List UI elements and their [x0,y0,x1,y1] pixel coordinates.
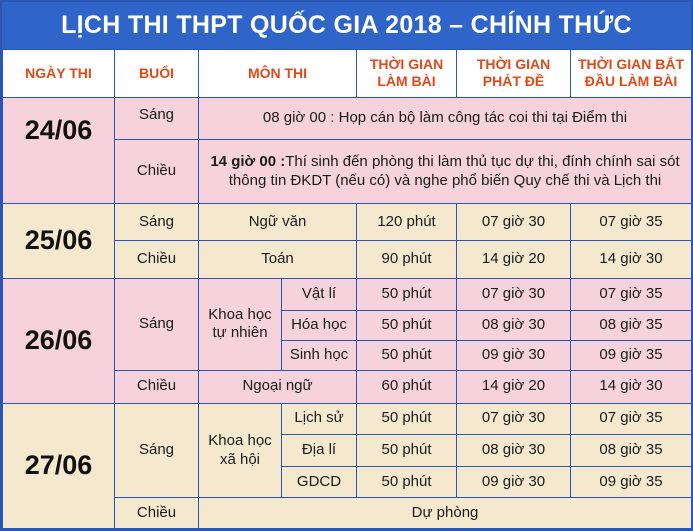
date-cell: 24/06 [3,97,115,204]
subject-cell: Lịch sử [282,404,357,434]
header-date: NGÀY THI [3,50,115,98]
subject-cell: Sinh học [282,341,357,370]
date-cell: 27/06 [3,404,115,529]
note-cell: 14 giờ 00 :Thí sinh đến phòng thi làm thủ tục dự thi, đính chính sai sót thông tin ĐKDT (nếu có) và nghe phổ biến Quy chế thi và Lịch thi [199,140,692,204]
subject-cell: Toán [199,240,357,279]
start-cell: 07 giờ 35 [571,279,692,310]
release-cell: 07 giờ 30 [457,404,571,434]
subject-cell: Địa lí [282,434,357,466]
header-session: BUỔI [115,50,199,98]
date-cell: 25/06 [3,204,115,279]
release-cell: 09 giờ 30 [457,341,571,370]
subject-cell: Ngữ văn [199,204,357,241]
duration-cell: 50 phút [357,341,457,370]
note-cell: 08 giờ 00 : Họp cán bộ làm công tác coi thi tại Điểm thi [199,97,692,140]
start-cell: 07 giờ 35 [571,204,692,241]
header-start: THỜI GIAN BẮT ĐẦU LÀM BÀI [571,50,692,98]
subject-cell: Ngoại ngữ [199,370,357,403]
session-cell: Sáng [115,204,199,241]
start-cell: 09 giờ 35 [571,341,692,370]
release-cell: 14 giờ 20 [457,370,571,403]
start-cell: 08 giờ 35 [571,310,692,340]
start-cell: 14 giờ 30 [571,240,692,279]
table-row [3,204,692,241]
release-cell: 07 giờ 30 [457,279,571,310]
start-cell: 09 giờ 35 [571,467,692,498]
start-cell: 08 giờ 35 [571,434,692,466]
duration-cell: 50 phút [357,279,457,310]
group-cell: Khoa học tự nhiên [199,279,282,370]
release-cell: 09 giờ 30 [457,467,571,498]
header-row [3,50,692,98]
release-cell: 14 giờ 20 [457,240,571,279]
release-cell: 08 giờ 30 [457,310,571,340]
subject-cell: GDCD [282,467,357,498]
page-title: LỊCH THI THPT QUỐC GIA 2018 – CHÍNH THỨC [2,2,691,49]
table-row [3,404,692,434]
duration-cell: 50 phút [357,310,457,340]
session-cell: Sáng [115,404,199,498]
session-cell: Chiều [115,370,199,403]
header-release: THỜI GIAN PHÁT ĐỀ [457,50,571,98]
start-cell: 07 giờ 35 [571,404,692,434]
duration-cell: 120 phút [357,204,457,241]
subject-cell: Vật lí [282,279,357,310]
table-row [3,279,692,310]
session-cell: Sáng [115,279,199,370]
subject-cell: Hóa học [282,310,357,340]
date-cell: 26/06 [3,279,115,404]
duration-cell: 50 phút [357,404,457,434]
subject-cell: Dự phòng [199,498,692,529]
release-cell: 08 giờ 30 [457,434,571,466]
duration-cell: 90 phút [357,240,457,279]
session-cell: Sáng [115,97,199,140]
release-cell: 07 giờ 30 [457,204,571,241]
header-duration: THỜI GIAN LÀM BÀI [357,50,457,98]
session-cell: Chiều [115,140,199,204]
duration-cell: 50 phút [357,467,457,498]
start-cell: 14 giờ 30 [571,370,692,403]
exam-schedule-table [2,49,692,529]
header-subject: MÔN THI [199,50,357,98]
group-cell: Khoa học xã hội [199,404,282,498]
duration-cell: 60 phút [357,370,457,403]
session-cell: Chiều [115,240,199,279]
table-row [3,97,692,140]
session-cell: Chiều [115,498,199,529]
duration-cell: 50 phút [357,434,457,466]
